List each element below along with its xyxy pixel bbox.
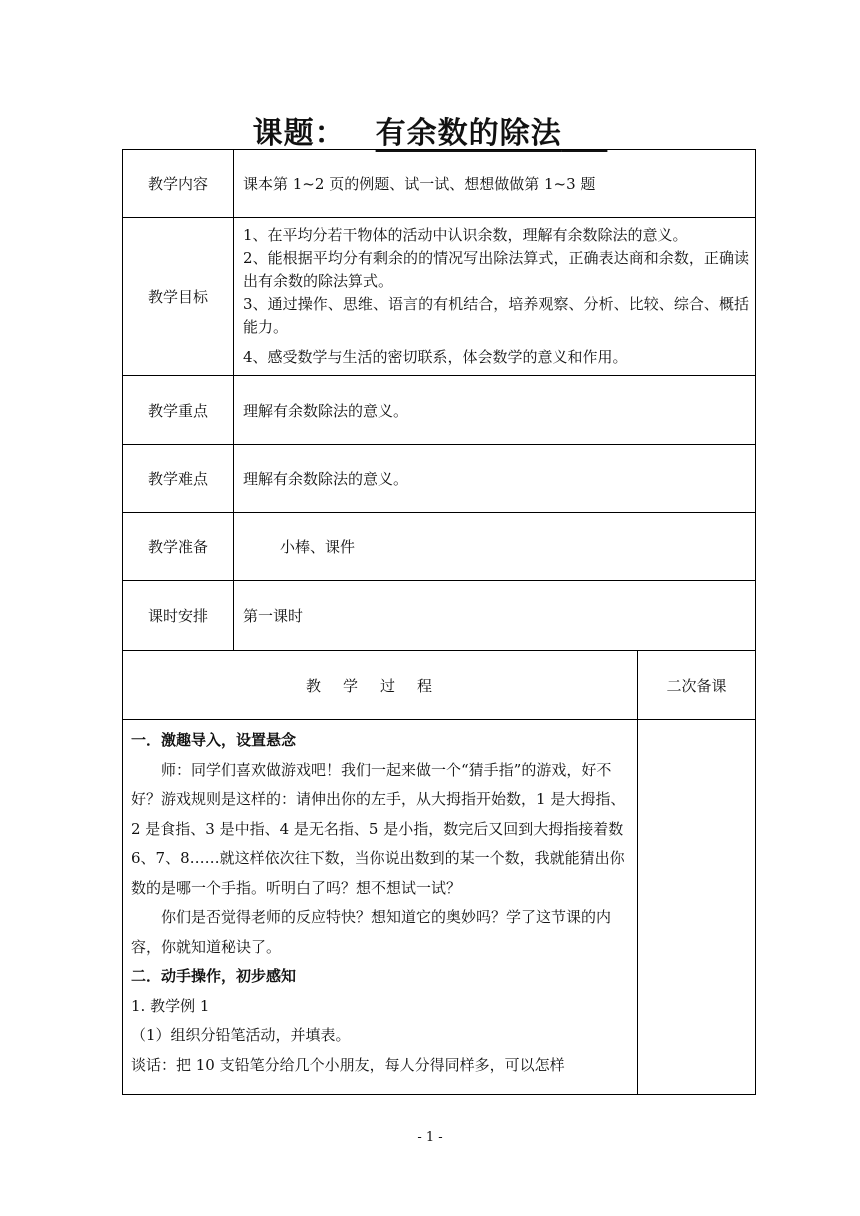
process-body <box>123 720 638 1095</box>
goals-list <box>234 218 756 376</box>
paragraph: 谈话：把 10 支铅笔分给几个小朋友，每人分得同样多，可以怎样 <box>131 1055 565 1074</box>
title-name: 有余数的除法 <box>375 116 562 151</box>
preparation-value: 小棒、课件 <box>234 513 756 581</box>
list-item: （1）组织分铅笔活动，并填表。 <box>131 1026 351 1044</box>
title-prefix: 课题： <box>252 116 346 151</box>
list-item: 1. 教学例 1 <box>131 996 210 1015</box>
goals-label: 教学目标 <box>123 218 234 376</box>
paragraph: 你们是否觉得老师的反应特快？想知道它的奥妙吗？学了这节课的内容，你就知道秘诀了。 <box>131 908 612 956</box>
content-value: 课本第 1~2 页的例题、试一试、想想做做第 1~3 题 <box>234 150 756 218</box>
row-schedule <box>123 581 756 651</box>
goal-item: 2、能根据平均分有剩余的的情况写出除法算式，正确表达商和余数，正确读出有余数的除法算式。 <box>243 249 750 290</box>
process-header: 教学过程 <box>123 651 638 720</box>
goal-item: 3、通过操作、思维、语言的有机结合，培养观察、分析、比较、综合、概括能力。 <box>243 295 750 336</box>
difficulty-value: 理解有余数除法的意义。 <box>234 445 756 513</box>
row-process-body <box>123 720 756 1095</box>
content-label: 教学内容 <box>123 150 234 218</box>
key-point-value: 理解有余数除法的意义。 <box>234 376 756 445</box>
page-number: - 1 - <box>417 1130 443 1145</box>
section2-title: 二．动手操作，初步感知 <box>131 967 297 985</box>
row-process-header <box>123 651 756 720</box>
second-prep-header: 二次备课 <box>638 651 756 720</box>
page-title <box>0 108 860 152</box>
lesson-plan-table <box>122 149 756 1095</box>
row-key-point <box>123 376 756 445</box>
paragraph: 师：同学们喜欢做游戏吧！我们一起来做一个“猜手指”的游戏，好不好？游戏规则是这样的：请伸出你的左手，从大拇指开始数，1 是大拇指、2 是食指、3 是中指、4 是无名指、5 是小指，数完后又回到大拇指接着数 6、7、8……就这样依次往下数，当你说出数到的某一个数，我就能猜出你数的是哪一个手指。听明白了吗？想不想试一试？ <box>131 760 626 897</box>
schedule-value: 第一课时 <box>234 581 756 651</box>
goal-item: 1、在平均分若干物体的活动中认识余数，理解有余数除法的意义。 <box>243 226 688 244</box>
row-goals <box>123 218 756 376</box>
preparation-label: 教学准备 <box>123 513 234 581</box>
second-prep-cell <box>638 720 756 1095</box>
row-difficulty <box>123 445 756 513</box>
row-content <box>123 150 756 218</box>
key-point-label: 教学重点 <box>123 376 234 445</box>
section1-title: 一．激趣导入，设置悬念 <box>131 731 297 749</box>
row-preparation <box>123 513 756 581</box>
schedule-label: 课时安排 <box>123 581 234 651</box>
difficulty-label: 教学难点 <box>123 445 234 513</box>
goal-item: 4、感受数学与生活的密切联系，体会数学的意义和作用。 <box>243 348 628 366</box>
